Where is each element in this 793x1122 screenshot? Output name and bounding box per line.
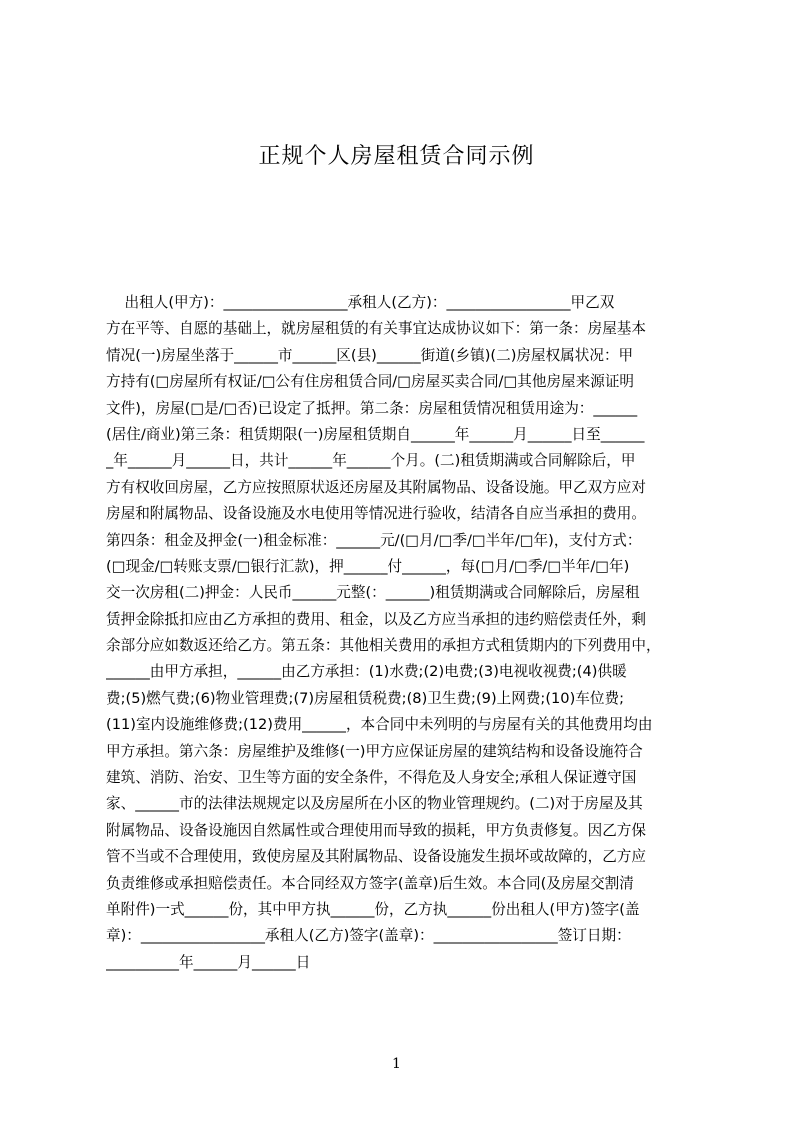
body-line: 房屋和附属物品、设备设施及水电使用等情况进行验收，结清各自应当承担的费用。 (106, 505, 646, 523)
body-line: 单附件)一式______份，其中甲方执______份，乙方执______份出租人(甲方)签字(盖 (106, 900, 640, 918)
body-line: 文件)，房屋(□是/□否)已设定了抵押。第二条：房屋租赁情况租赁用途为：______ (106, 399, 638, 417)
body-line: __________年______月______日 (106, 953, 311, 971)
body-line: 交一次房租(二)押金：人民币______元整(：______)租赁期满或合同解除后，房屋租 (106, 584, 640, 602)
body-line: 方在平等、自愿的基础上，就房屋租赁的有关事宜达成协议如下：第一条：房屋基本 (106, 320, 646, 338)
body-line: 赁押金除抵扣应由乙方承担的费用、租金，以及乙方应当承担的违约赔偿责任外，剩 (106, 610, 646, 628)
body-line: 附属物品、设备设施因自然属性或合理使用而导致的损耗，甲方负责修复。因乙方保 (106, 821, 646, 839)
body-line: 甲方承担。第六条：房屋维护及维修(一)甲方应保证房屋的建筑结构和设备设施符合 (106, 742, 643, 760)
body-line: 费;(5)燃气费;(6)物业管理费;(7)房屋租赁税费;(8)卫生费;(9)上网费;(10)车位费; (106, 689, 624, 707)
page-title: 正规个人房屋租赁合同示例 (258, 144, 535, 169)
body-line: 余部分应如数返还给乙方。第五条：其他相关费用的承担方式租赁期内的下列费用中， (106, 637, 661, 655)
body-line: 负责维修或承担赔偿责任。本合同经双方签字(盖章)后生效。本合同(及房屋交割清 (106, 874, 634, 892)
body-line: 建筑、消防、治安、卫生等方面的安全条件，不得危及人身安全;承租人保证遵守国 (106, 769, 637, 787)
body-line: 出租人(甲方)：_________________承租人(乙方)：_________________甲乙双 (106, 294, 615, 311)
body-line: _年______月______日，共计______年______个月。(二)租赁期满或合同解除后，甲 (106, 452, 636, 470)
body-line: 管不当或不合理使用，致使房屋及其附属物品、设备设施发生损坏或故障的，乙方应 (106, 848, 646, 866)
body-line: (11)室内设施维修费;(12)费用______，本合同中未列明的与房屋有关的其他费用均由 (106, 716, 653, 734)
page-number: 1 (392, 1056, 401, 1072)
body-line: (居住/商业)第三条：租赁期限(一)房屋租赁期自______年______月______日至______ (106, 425, 645, 443)
body-line: 方持有(□房屋所有权证/□公有住房租赁合同/□房屋买卖合同/□其他房屋来源证明 (106, 373, 635, 391)
body-line: 第四条：租金及押金(一)租金标准：______元/(□月/□季/□半年/□年)，支付方式： (106, 531, 642, 549)
body-line: 情况(一)房屋坐落于______市______区(县)______街道(乡镇)(二)房屋权属状况：甲 (106, 346, 634, 364)
body-line: 方有权收回房屋，乙方应按照原状返还房屋及其附属物品、设备设施。甲乙双方应对 (106, 478, 646, 496)
body-line: 章)：_________________承租人(乙方)签字(盖章)：_________________签订日期： (106, 927, 631, 945)
body-line: (□现金/□转账支票/□银行汇款)，押______付______，每(□月/□季/□半年/□年) (106, 557, 630, 575)
body-line: 家、______市的法律法规规定以及房屋所在小区的物业管理规约。(二)对于房屋及其 (106, 795, 643, 813)
body-line: ______由甲方承担，______由乙方承担：(1)水费;(2)电费;(3)电视收视费;(4)供暖 (106, 663, 627, 681)
contract-body (106, 290, 698, 976)
